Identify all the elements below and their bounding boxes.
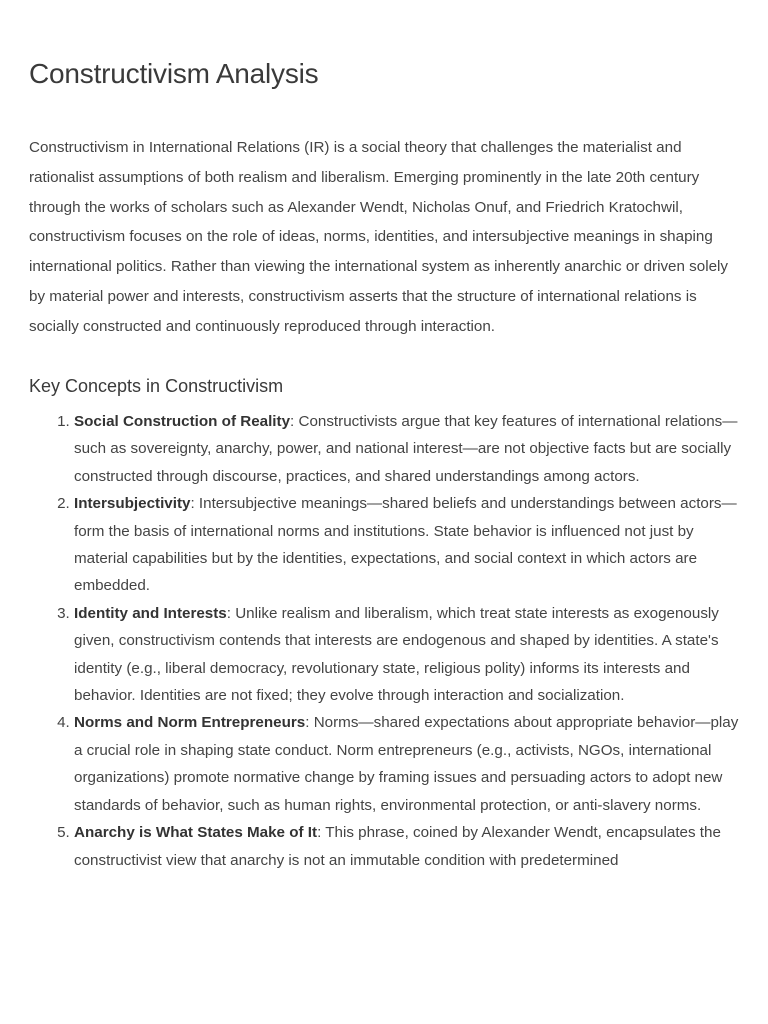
concept-term: Social Construction of Reality — [74, 413, 291, 430]
list-item — [74, 819, 741, 874]
list-item — [74, 490, 741, 600]
concept-text: : This phrase, coined by Alexander Wendt, encapsulates the constructivist view that anarchy is not an immutable condition with predetermined — [74, 824, 721, 869]
concept-text: : Norms—shared expectations about appropriate behavior—play a crucial role in shaping state conduct. Norm entrepreneurs (e.g., activists, NGOs, international organizations) promote normative change by framing issues and persuading actors to adopt new standards of behavior, such as human rights, environmental protection, or anti-slavery norms. — [74, 714, 739, 814]
concept-text: : Constructivists argue that key features of international relations—such as sovereignty, anarchy, power, and national interest—are not objective facts but are socially constructed through discourse, practices, and shared understandings among actors. — [74, 413, 738, 485]
concepts-list — [29, 408, 741, 874]
concept-term: Intersubjectivity — [74, 495, 191, 513]
concept-text: : Unlike realism and liberalism, which treat state interests as exogenously given, constructivism contends that interests are endogenous and shaped by identities. A state's identity (e.g., liberal democracy, revolutionary state, religious polity) informs its interests and behavior. Identities are not fixed; they evolve through interaction and socialization. — [74, 604, 719, 705]
concept-term: Norms and Norm Entrepreneurs — [74, 714, 306, 732]
intro-paragraph: Constructivism in International Relations (IR) is a social theory that challenges the materialist and rationalist assumptions of both realism and liberalism. Emerging prominently in the late 20th century through the works of scholars such as Alexander Wendt, Nicholas Onuf, and Friedrich Kratochwil, constructivism focuses on the role of ideas, norms, identities, and intersubjective meanings in shaping international politics. Rather than viewing the international system as inherently anarchic or driven solely by material power and interests, constructivism asserts that the structure of international relations is socially constructed and continuously reproduced through interaction. — [29, 139, 728, 335]
page-title: Constructivism Analysis — [29, 58, 319, 89]
concept-term: Anarchy is What States Make of It — [74, 824, 318, 842]
list-item — [74, 600, 741, 710]
concept-text: : Intersubjective meanings—shared beliefs and understandings between actors—form the basis of international norms and institutions. State behavior is influenced not just by material capabilities but by the identities, expectations, and social context in which actors are embedded. — [74, 495, 737, 595]
concept-term: Identity and Interests — [74, 604, 227, 622]
list-item — [74, 709, 741, 819]
list-item — [74, 408, 741, 490]
section-heading: Key Concepts in Constructivism — [29, 376, 284, 396]
